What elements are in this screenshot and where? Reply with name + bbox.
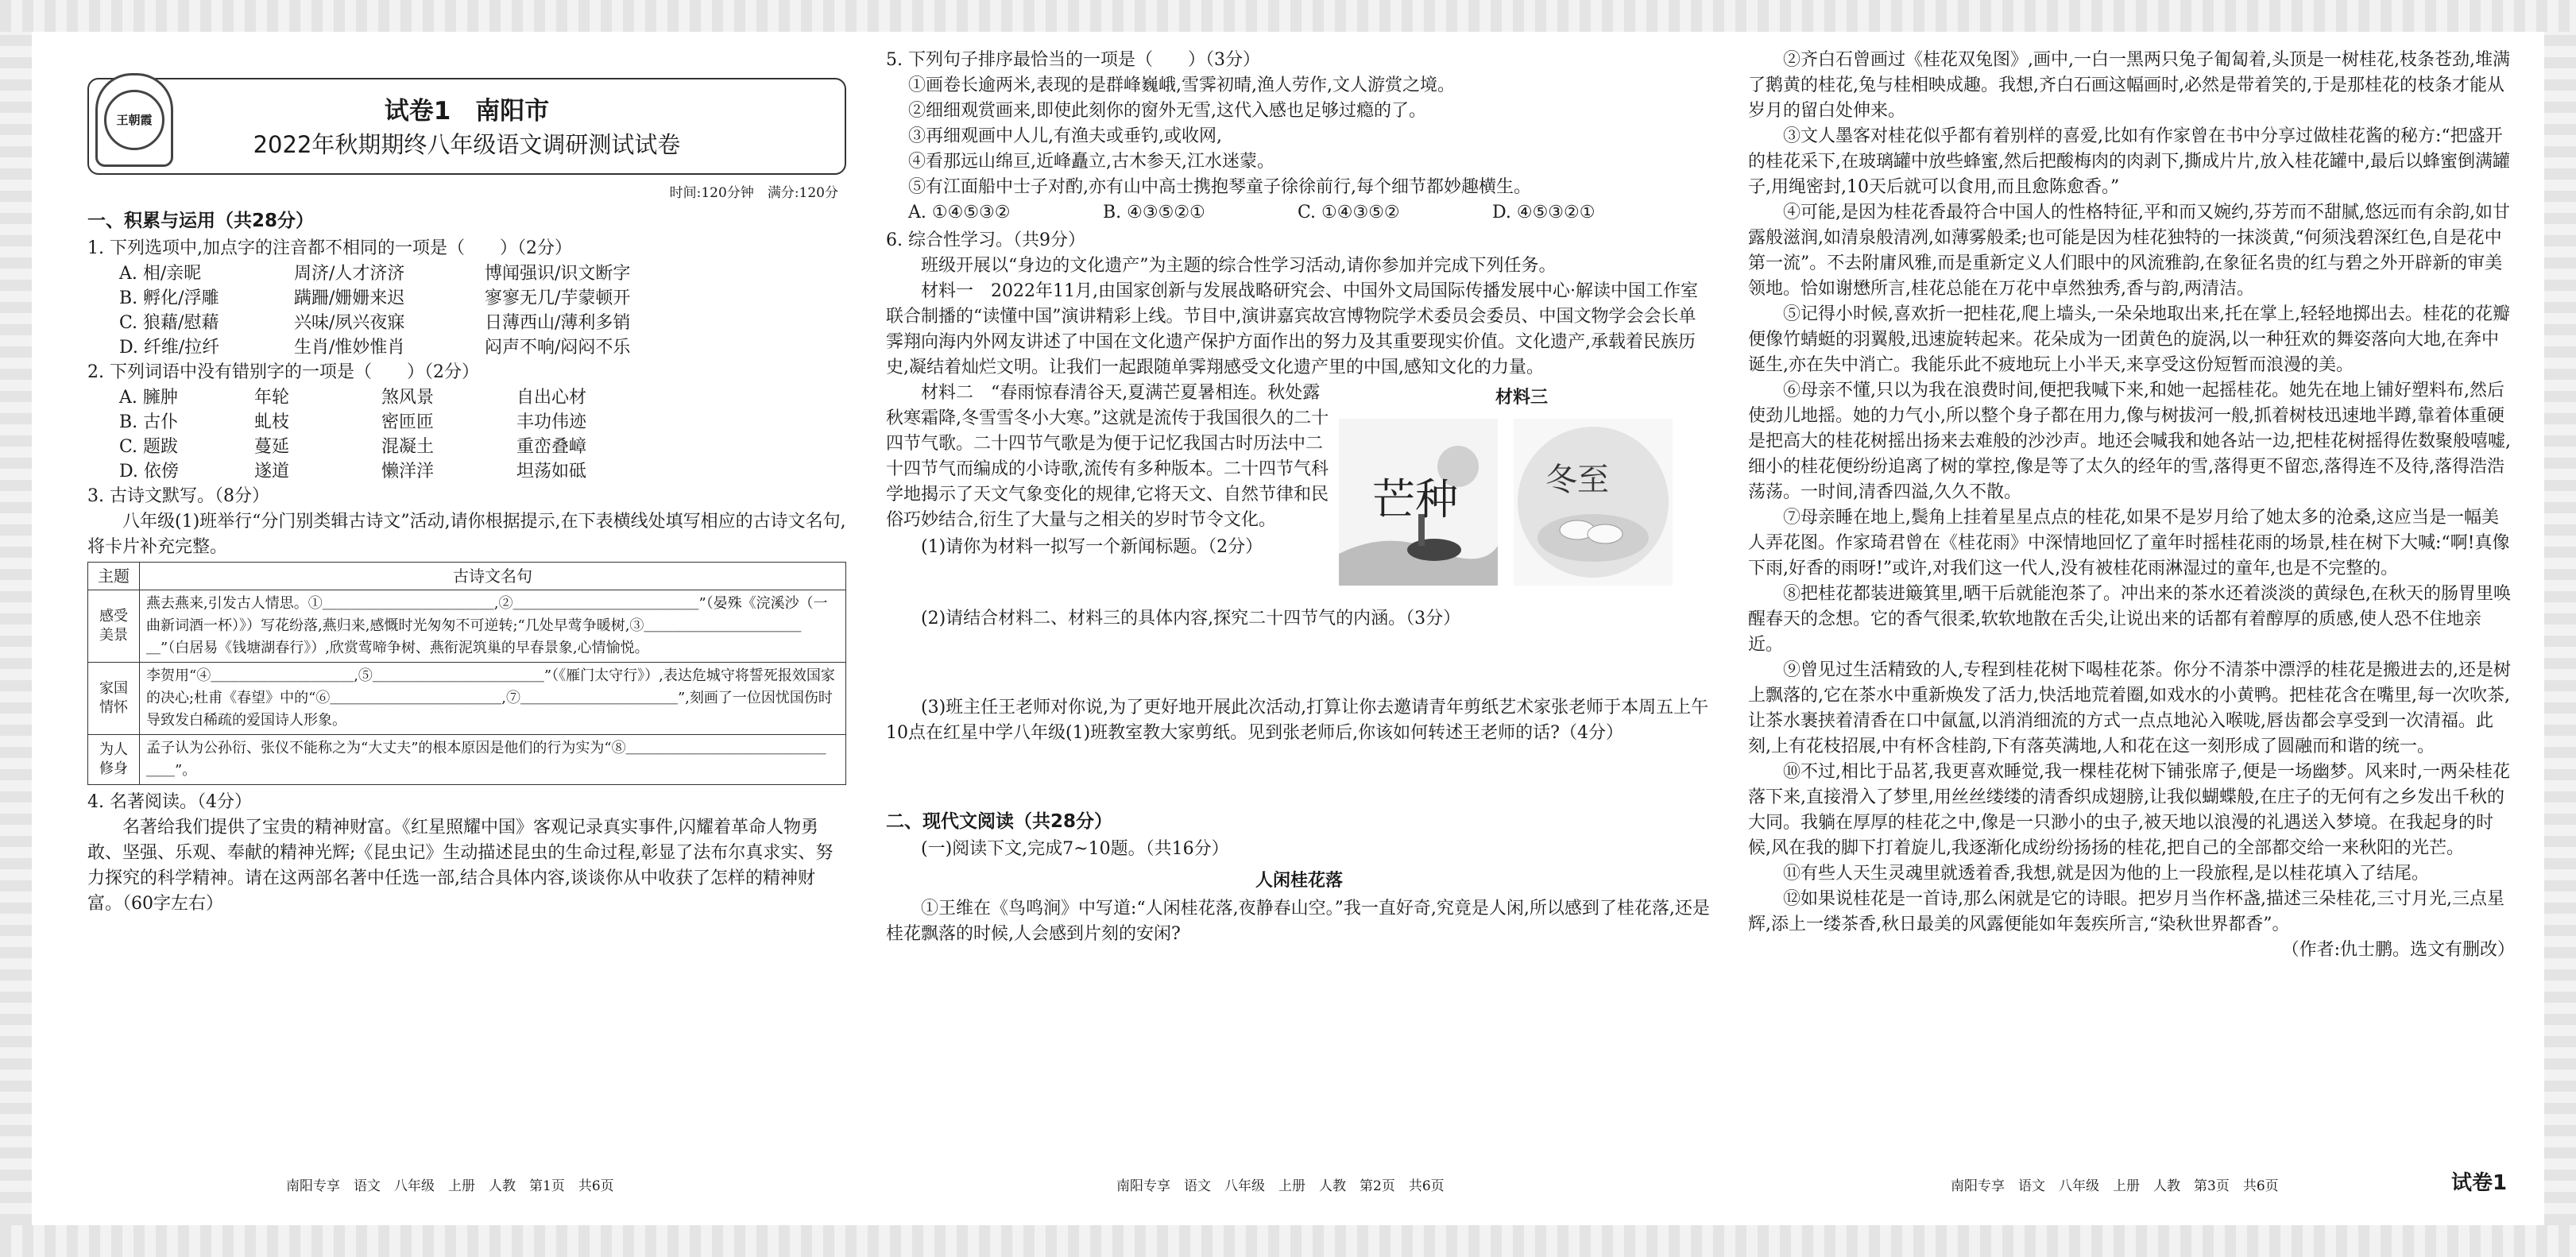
option-text: 懒洋洋 bbox=[381, 462, 435, 482]
question-5-options bbox=[886, 200, 1712, 225]
question-6-intro: 班级开展以“身边的文化遗产”为主题的综合性学习活动,请你参加并完成下列任务。 bbox=[921, 256, 1557, 276]
option-text[interactable]: C. 狼藉/慰藉 bbox=[119, 313, 219, 333]
table-row bbox=[88, 735, 846, 785]
exam-meta: 时间:120分钟 满分:120分 bbox=[669, 185, 838, 201]
section-title: 二、现代文阅读（共28分） bbox=[886, 811, 1113, 832]
reading-1-instruction: (一)阅读下文,完成7~10题。（共16分） bbox=[921, 839, 1229, 859]
story-title: 人闲桂花落 bbox=[1255, 871, 1343, 891]
table-header-row bbox=[88, 563, 846, 590]
option-text: 生肖/惟妙惟肖 bbox=[294, 338, 405, 358]
option[interactable]: B. ④③⑤②① bbox=[1103, 203, 1205, 222]
material-1: 材料一 2022年11月,由国家创新与发展战略研究会、中国外文局国际传播发展中心·解读中国工作室联合制播的“读懂中国”演讲精彩上线。节目中,演讲嘉宾故宫博物院学术委员会委员、中国文物学会会长单霁翔向海内外网友讲述了中国在文化遗产保护方面作出的努力及其重要现实价值。文化遗产,承载着民族历史,凝结着灿烂文明。让我们一起跟随单霁翔感受文化遗产里的中国,感知文化的力量。 bbox=[886, 281, 1698, 377]
option-text: 博闻强识/识文断字 bbox=[485, 264, 631, 284]
sentence-line: ②细细观赏画来,即使此刻你的窗外无雪,这代入感也足够过瘾的了。 bbox=[908, 101, 1426, 121]
story-paragraph: ②齐白石曾画过《桂花双兔图》,画中,一白一黑两只兔子匍匐着,头顶是一树桂花,枝条苍劲,堆满了鹅黄的桂花,兔与桂相映成趣。我想,齐白石画这幅画时,必然是带着笑的,于是那桂花的枝条才能从岁月的留白处伸来。 bbox=[1748, 50, 2510, 121]
table-topic: 感受美景 bbox=[88, 590, 140, 663]
decorative-border-left bbox=[0, 32, 32, 1225]
answer-space[interactable] bbox=[886, 746, 1712, 802]
question-6-1: (1)请你为材料一拟写一个新闻标题。（2分） bbox=[921, 537, 1263, 557]
option-row bbox=[87, 410, 846, 435]
question-6: 6. 综合性学习。（共9分） bbox=[886, 230, 1085, 250]
question-4: 4. 名著阅读。（4分） bbox=[87, 792, 252, 812]
decorative-border-bottom bbox=[0, 1225, 2576, 1257]
story-paragraph: ③文人墨客对桂花似乎都有着别样的喜爱,比如有作家曾在书中分享过做桂花酱的秘方:“把盛开的桂花采下,在玻璃罐中放些蜂蜜,然后把酸梅肉的肉剥下,撕成片片,放入桂花罐中,最后以蜂蜜倒满罐子,用绳密封,10天后就可以食用,而且愈陈愈香。” bbox=[1748, 126, 2510, 197]
option-text[interactable]: D. 依傍 bbox=[119, 462, 179, 482]
story-paragraph: ⑦母亲睡在地上,鬓角上挂着星星点点的桂花,如果不是岁月给了她太多的沧桑,这应当是一幅美人弄花图。作家琦君曾在《桂花雨》中深情地回忆了童年时摇桂花雨的场景,桂在树下大喊:“啊!真像下雨,好香的雨呀!”或许,对我们这一代人,没有被桂花雨淋湿过的童年,也是不完整的。 bbox=[1748, 508, 2510, 578]
question-5-sentences bbox=[886, 73, 1712, 200]
option-row bbox=[87, 435, 846, 459]
option-text[interactable]: A. 相/亲昵 bbox=[119, 264, 202, 284]
story-paragraph: ⑥母亲不懂,只以为我在浪费时间,便把我喊下来,和她一起摇桂花。她先在地上铺好塑料布,然后使劲儿地摇。她的力气小,所以整个身子都在用力,像与树拔河一般,抓着树枝迅速地半蹲,靠着体重硬是把高大的桂花树摇出扬来去难般的沙沙声。地还会喊我和她各站一边,把桂花树摇得佐数聚般嘻嘘,细小的桂花便纷纷追离了树的掌控,像是等了太久的经年的雪,落得更不留恋,落得连不及待,落得浩浩荡荡。一时间,清香四溢,久久不散。 bbox=[1748, 381, 2511, 502]
sentence-line: ③再细观画中人儿,有渔夫或垂钓,或收网, bbox=[908, 126, 1222, 146]
exam-header bbox=[87, 78, 846, 175]
option-text: 丰功伟迹 bbox=[516, 412, 587, 432]
option-text: 重峦叠嶂 bbox=[516, 437, 587, 457]
option[interactable]: A. ①④⑤③② bbox=[908, 203, 1011, 222]
table-topic: 家国情怀 bbox=[88, 663, 140, 735]
table-header-topic: 主题 bbox=[88, 563, 140, 590]
story-paragraph: ⑩不过,相比于品茗,我更喜欢睡觉,我一棵桂花树下铺张席子,便是一场幽梦。风来时,一两朵桂花落下来,直接滑入了梦里,用丝丝缕缕的清香织成翅膀,让我似蝴蝶般,在庄子的无何有之乡发出千秋的大同。我躺在厚厚的桂花之中,像是一只渺小的虫子,被天地以浪漫的礼遇送入梦境。在我起身的时候,风在我的脚下打着旋儿,我逐渐化成纷纷扬扬的桂花,把自己的全部都交给一来秋阳的光芒。 bbox=[1748, 762, 2510, 858]
sentence-line: ④看那远山绵亘,近峰矗立,古木参天,江水迷蒙。 bbox=[908, 152, 1274, 172]
option-text: 周济/人才济济 bbox=[294, 264, 405, 284]
option-row bbox=[87, 385, 846, 410]
question-3-intro: 八年级(1)班举行“分门别类辑古诗文”活动,请你根据提示,在下表横线处填写相应的古诗文名句,将卡片补充完整。 bbox=[87, 512, 846, 557]
option-text: 蔓延 bbox=[254, 437, 290, 457]
question-3: 3. 古诗文默写。（8分） bbox=[87, 486, 269, 506]
paper-title: 试卷1 南阳市 bbox=[384, 97, 550, 126]
table-row bbox=[88, 663, 846, 735]
question-4-text: 名著给我们提供了宝贵的精神财富。《红星照耀中国》客观记录真实事件,闪耀着革命人物勇敢、坚强、乐观、奉献的精神光辉;《昆虫记》生动描述昆虫的生命过程,彰显了法布尔真求实、努力探究的科学精神。请在这两部名著中任选一部,结合具体内容,谈谈你从中收获了怎样的精神财富。（60字左右） bbox=[87, 818, 834, 914]
story-paragraph: ⑪有些人天生灵魂里就透着香,我想,就是因为他的上一段旅程,是以桂花填入了结尾。 bbox=[1783, 864, 2429, 884]
option-text: 兴味/夙兴夜寐 bbox=[294, 313, 405, 333]
page-mark: 试卷1 bbox=[2451, 1171, 2508, 1195]
table-topic: 为人修身 bbox=[88, 735, 140, 785]
page-column-1 bbox=[87, 48, 846, 1192]
material-2-3 bbox=[886, 381, 1712, 533]
story-paragraph: ⑨曾见过生活精致的人,专程到桂花树下喝桂花茶。你分不清茶中漂浮的桂花是搬进去的,还是树上飘落的,它在茶水中重新焕发了活力,快活地荒着圈,如戏水的小黄鸭。把桂花含在嘴里,每一次吹茶,让茶水裹挟着清香在口中氤氲,以消消细流的方式一点点地沁入喉咙,唇齿都会享受到一次清福。此刻,上有花枝招展,中有杯含桂韵,下有落英满地,人和花在这一刻形成了圆融而和谐的统一。 bbox=[1748, 660, 2511, 756]
section-title: 一、积累与运用（共28分） bbox=[87, 211, 315, 231]
option-row bbox=[87, 311, 846, 335]
option[interactable]: C. ①④③⑤② bbox=[1298, 203, 1400, 222]
paper-subtitle: 2022年秋期期终八年级语文调研测试试卷 bbox=[253, 131, 681, 158]
question-1: 1. 下列选项中,加点字的注音都不相同的一项是（ ）（2分） bbox=[87, 238, 572, 258]
option-text: 混凝土 bbox=[381, 437, 435, 457]
option-text: 遂道 bbox=[254, 462, 290, 482]
sentence-line: ⑤有江面船中士子对酌,亦有山中高士携抱琴童子徐徐前行,每个细节都妙趣横生。 bbox=[908, 177, 1531, 197]
option-text[interactable]: C. 题跋 bbox=[119, 437, 179, 457]
table-cell-text[interactable]: 李贺用“④＿＿＿＿＿＿＿＿＿＿,⑤＿＿＿＿＿＿＿＿＿＿＿＿”（《雁门太守行》）,表达危城守将誓死报效国家的决心;杜甫《春望》中的“⑥＿＿＿＿＿＿＿＿＿＿＿＿,⑦＿＿＿＿＿＿＿＿＿＿＿”,刻画了一位因忧国伤时导致发白稀疏的爱国诗人形象。 bbox=[140, 663, 846, 735]
dongzhi-poster-image bbox=[1514, 419, 1673, 586]
option-text: 密匝匝 bbox=[381, 412, 435, 432]
material-2: 材料二 “春雨惊春清谷天,夏满芒夏暑相连。秋处露秋寒霜降,冬雪雪冬小大寒。”这就是流传于我国很久的二十四节气歌。二十四节气歌是为便于记忆我国古时历法中二十四节气而编成的小诗歌,流传有多种版本。二十四节气科学地揭示了天文气象变化的规律,它将天文、自然节律和民俗巧妙结合,衍生了大量与之相关的岁时节令文化。 bbox=[886, 383, 1329, 530]
option-row bbox=[87, 459, 846, 484]
option-text[interactable]: A. 臃肿 bbox=[119, 388, 178, 408]
page-footer: 南阳专享 语文 八年级 上册 人教 第1页 共6页 bbox=[286, 1178, 614, 1194]
question-2-options bbox=[87, 385, 846, 484]
option-row bbox=[87, 286, 846, 311]
decorative-border-right bbox=[2544, 32, 2576, 1225]
table-cell-text[interactable]: 燕去燕来,引发古人情思。①＿＿＿＿＿＿＿＿＿＿＿＿,②＿＿＿＿＿＿＿＿＿＿＿＿＿”（晏殊《浣溪沙（一曲新词酒一杯）》）写花纷落,燕归来,感慨时光匆匆不可逆转;“几处早莺争暖树,③＿＿＿＿＿＿＿＿＿＿＿＿”（白居易《钱塘湖春行》）,欣赏莺啼争树、燕衔泥筑巢的早春景象,心情愉悦。 bbox=[140, 590, 846, 663]
sentence-line: ①画卷长逾两米,表现的是群峰巍峨,雪霁初晴,渔人劳作,文人游赏之境。 bbox=[908, 75, 1455, 95]
logo-emblem: 王朝霞 bbox=[104, 90, 164, 150]
table-cell-text[interactable]: 孟子认为公孙衍、张仪不能称之为“大丈夫”的根本原因是他们的行为实为“⑧＿＿＿＿＿＿＿＿＿＿＿＿＿＿＿＿”。 bbox=[140, 735, 846, 785]
option-text: 蹒跚/姗姗来迟 bbox=[294, 288, 405, 308]
option-text[interactable]: B. 古仆 bbox=[119, 412, 179, 432]
page-footer: 南阳专享 语文 八年级 上册 人教 第2页 共6页 bbox=[1116, 1178, 1445, 1194]
poem-table bbox=[87, 562, 846, 785]
table-header-lines: 古诗文名句 bbox=[140, 563, 846, 590]
question-1-options bbox=[87, 261, 846, 360]
question-5: 5. 下列句子排序最恰当的一项是（ ）（3分） bbox=[886, 50, 1260, 70]
material-3-title: 材料三 bbox=[1495, 388, 1548, 408]
option-text[interactable]: B. 孵化/浮雕 bbox=[119, 288, 219, 308]
question-6-3: (3)班主任王老师对你说,为了更好地开展此次活动,打算让你去邀请青年剪纸艺术家张老师于本周五上午10点在红星中学八年级(1)班教室教大家剪纸。见到张老师后,你该如何转述王老师的话?（4分） bbox=[886, 698, 1709, 743]
mangzhong-poster-image bbox=[1339, 419, 1498, 586]
option-text[interactable]: D. 纤维/拉纤 bbox=[119, 338, 220, 358]
page-column-3 bbox=[1748, 48, 2515, 1192]
story-paragraph: ①王维在《鸟鸣涧》中写道:“人闲桂花落,夜静春山空。”我一直好奇,究竟是人闲,所以感到了桂花落,还是桂花飘落的时候,人会感到片刻的安闲? bbox=[886, 899, 1710, 944]
option[interactable]: D. ④⑤③②① bbox=[1492, 203, 1595, 222]
story-paragraph: ⑤记得小时候,喜欢折一把桂花,爬上墙头,一朵朵地取出来,托在掌上,轻轻地掷出去。桂花的花瓣便像竹蜻蜓的羽翼般,迅速旋转起来。花朵成为一团黄色的旋涡,以一种狂欢的舞姿落向大地,在奔中诞生,亦在失中消亡。我能乐此不疲地玩上小半天,来享受这份短暂而浪漫的美。 bbox=[1748, 304, 2510, 375]
story-paragraph: ⑫如果说桂花是一首诗,那么闲就是它的诗眼。把岁月当作杯盏,描述三朵桂花,三寸月光,三点星辉,添上一缕茶香,秋日最美的风露便能如年轰疾所言,“染秋世界都香”。 bbox=[1748, 889, 2504, 934]
source-note: （作者:仇士鹏。选文有删改） bbox=[2281, 940, 2515, 960]
material-3 bbox=[1331, 381, 1712, 533]
story-paragraph: ④可能,是因为桂花香最符合中国人的性格特征,平和而又婉约,芬芳而不甜腻,悠远而有余韵,如甘露般滋润,如清泉般清冽,如薄雾般柔;也可能是因为桂花独特的一抹淡黄,“何须浅碧深红色,自是花中第一流”。不去附庸风雅,而是重新定义人们眼中的风流雅韵,在象征名贵的红与碧之外开辟新的审美领地。恰如谢懋所言,桂花总能在万花中卓然独秀,香与韵,两清洁。 bbox=[1748, 203, 2510, 299]
question-2: 2. 下列词语中没有错别字的一项是（ ）（2分） bbox=[87, 362, 479, 382]
svg-text:冬至: 冬至 bbox=[1545, 462, 1609, 498]
option-text: 闷声不响/闷闷不乐 bbox=[485, 338, 631, 358]
option-text: 年轮 bbox=[254, 388, 290, 408]
option-text: 日薄西山/薄利多销 bbox=[485, 313, 631, 333]
option-row bbox=[87, 261, 846, 286]
page-column-2 bbox=[886, 48, 1712, 1192]
option-row bbox=[87, 335, 846, 360]
option-text: 自出心材 bbox=[516, 388, 587, 408]
option-text: 煞风景 bbox=[381, 388, 435, 408]
svg-text:芒种: 芒种 bbox=[1372, 474, 1458, 524]
answer-space[interactable] bbox=[886, 632, 1712, 695]
option-text: 虬枝 bbox=[254, 412, 290, 432]
question-6-2: (2)请结合材料二、材料三的具体内容,探究二十四节气的内涵。（3分） bbox=[921, 609, 1461, 628]
page-footer: 南阳专享 语文 八年级 上册 人教 第3页 共6页 bbox=[1951, 1178, 2279, 1194]
option-text: 坦荡如砥 bbox=[516, 462, 587, 482]
story-paragraph: ⑧把桂花都装进簸箕里,晒干后就能泡茶了。冲出来的茶水还着淡淡的黄绿色,在秋天的肠胃里唤醒春天的念想。它的香气很柔,软软地散在舌尖,让说出来的话都有着醇厚的质感,使人恐不住地亲近。 bbox=[1748, 584, 2511, 655]
table-row bbox=[88, 590, 846, 663]
option-text: 寥寥无几/芋蒙顿开 bbox=[485, 288, 631, 308]
decorative-border-top bbox=[0, 0, 2576, 32]
